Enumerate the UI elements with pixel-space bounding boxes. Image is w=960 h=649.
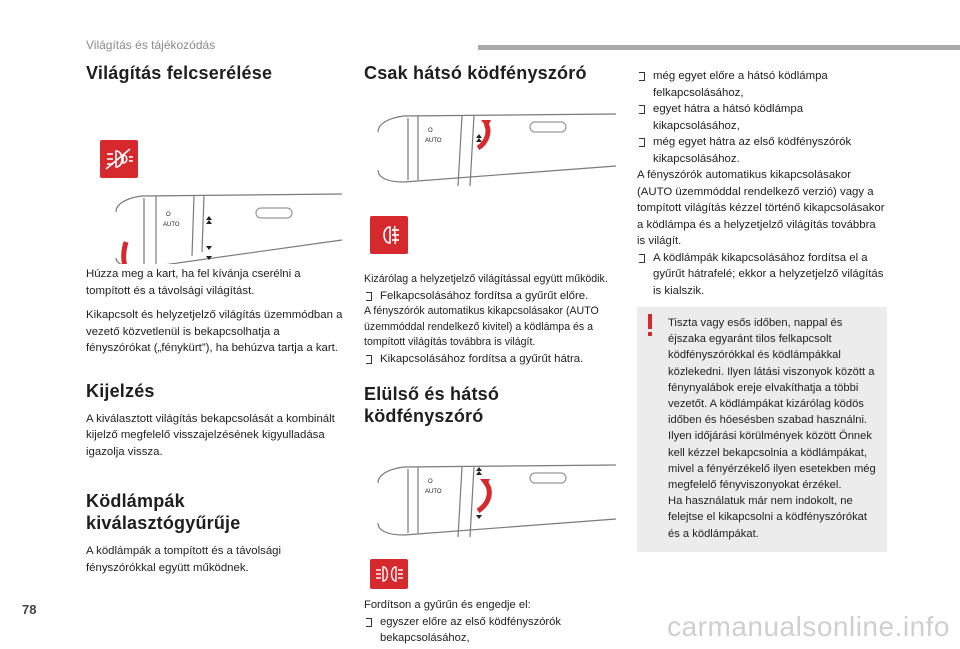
- section-title-indicator: Kijelzés: [86, 380, 155, 401]
- paragraph: A fényszórók automatikus kikapcsolásakor (AUTO üzemmóddal rendelkező kivitel) a ködlámpa és a tompított világítás továbbra is világít.: [364, 305, 599, 348]
- svg-text:AUTO: AUTO: [425, 138, 442, 144]
- bullet-list: [637, 250, 887, 300]
- bullet-item: még egyet előre a hátsó ködlámpa felkapcsolásához,: [637, 68, 887, 101]
- warning-exclamation-icon: [645, 313, 655, 337]
- watermark: carmanualsonline.info: [667, 611, 950, 642]
- column-3: [637, 68, 887, 552]
- bullet-item: még egyet hátra az első ködfényszórók kikapcsolásához.: [637, 134, 887, 167]
- bullet-item: egyet hátra a hátsó ködlámpa kikapcsolásához,: [637, 101, 887, 134]
- paragraph: A ködlámpák a tompított és a távolsági fényszórókkal együtt működnek.: [86, 545, 282, 574]
- paragraph: A kiválasztott világítás bekapcsolását a kombinált kijelző megfelelő visszajelzésének kigyulladása igazolja vissza.: [86, 412, 335, 458]
- illustration-rear-fog-ring: [364, 96, 622, 236]
- column-1: [86, 62, 344, 576]
- section-title-fog-ring: [86, 490, 344, 534]
- section-title-front-rear-fog: [364, 383, 622, 427]
- bullet-item: A ködlámpák kikapcsolásához fordítsa el a gyűrűt hátrafelé; ekkor a helyzetjelző világítás is kialszik.: [637, 250, 887, 300]
- paragraph: Fordítson a gyűrűn és engedje el:: [364, 599, 531, 611]
- section-title-rear-fog: Csak hátsó ködfényszóró: [364, 63, 587, 83]
- bullet-item: Kikapcsolásához fordítsa a gyűrűt hátra.: [364, 351, 622, 368]
- svg-text:AUTO: AUTO: [163, 222, 180, 228]
- rear-fog-lamp-icon: [370, 216, 408, 254]
- header-bar: [478, 45, 960, 50]
- warning-box: [637, 307, 887, 552]
- paragraph: Kikapcsolt és helyzetjelző világítás üzemmódban a vezető közvetlenül is bekapcsolhatja a fényszórókat („fénykürt”), ha behúzva tartja a kart.: [86, 309, 343, 354]
- warning-text: Tiszta vagy esős időben, nappal és éjszaka egyaránt tilos felkapcsolt ködfényszórókkal és ködlámpákkal közlekedni. Ilyen látási viszonyok között a fénynyalábok ereje elvakíthatja a többi vezetőt. A ködlámpákat kizárólag ködös időben és hóesésben szabad használni. Ilyen időjárási körülmények között Önnek kell kézzel bekapcsolnia a ködlámpákat, mivel a fényérzékelő ilyen esetekben még megfelelő fényviszonyokat érzékel.: [668, 317, 876, 492]
- svg-text:O: O: [166, 212, 171, 218]
- title-line: Elülső és hátsó: [364, 384, 500, 404]
- svg-text:AUTO: AUTO: [425, 489, 442, 495]
- paragraph: Húzza meg a kart, ha fel kívánja cserélni a tompított és a távolsági világítást.: [86, 268, 301, 297]
- title-line: kiválasztógyűrűje: [86, 513, 241, 533]
- bullet-list: [364, 351, 622, 368]
- title-line: Ködlámpák: [86, 491, 185, 511]
- paragraph: A fényszórók automatikus kikapcsolásakor (AUTO üzemmóddal rendelkező verzió) vagy a tompított világítás kézzel történő kikapcsolásakor a ködlámpa és a helyzetjelző világítás továbbra is világít.: [637, 169, 885, 247]
- bullet-item: Felkapcsolásához fordítsa a gyűrűt előre.: [364, 288, 622, 305]
- stalk-drawing: [364, 96, 622, 196]
- column-2: [364, 62, 622, 647]
- illustration-front-rear-fog-ring: [364, 441, 622, 589]
- page-number: 78: [22, 602, 37, 617]
- bullet-list: [364, 288, 622, 305]
- stalk-drawing: [86, 92, 344, 264]
- bullet-list: [637, 68, 887, 167]
- svg-text:O: O: [428, 479, 433, 485]
- title-line: ködfényszóró: [364, 406, 484, 426]
- front-rear-fog-lamp-icon: [370, 559, 408, 589]
- warning-text: Ha használatuk már nem indokolt, ne felejtse el kikapcsolni a ködfényszórókat és a ködlámpákat.: [668, 495, 867, 540]
- bullet-item: egyszer előre az első ködfényszórók bekapcsolásához,: [364, 614, 622, 647]
- header-title: Világítás és tájékozódás: [86, 38, 216, 52]
- section-title-light-switch: Világítás felcserélése: [86, 63, 273, 83]
- illustration-stalk-pull: [86, 92, 344, 264]
- svg-text:O: O: [428, 128, 433, 134]
- paragraph: Kizárólag a helyzetjelző világítással együtt működik.: [364, 273, 608, 285]
- stalk-drawing: [364, 441, 622, 549]
- bullet-list: [364, 614, 622, 647]
